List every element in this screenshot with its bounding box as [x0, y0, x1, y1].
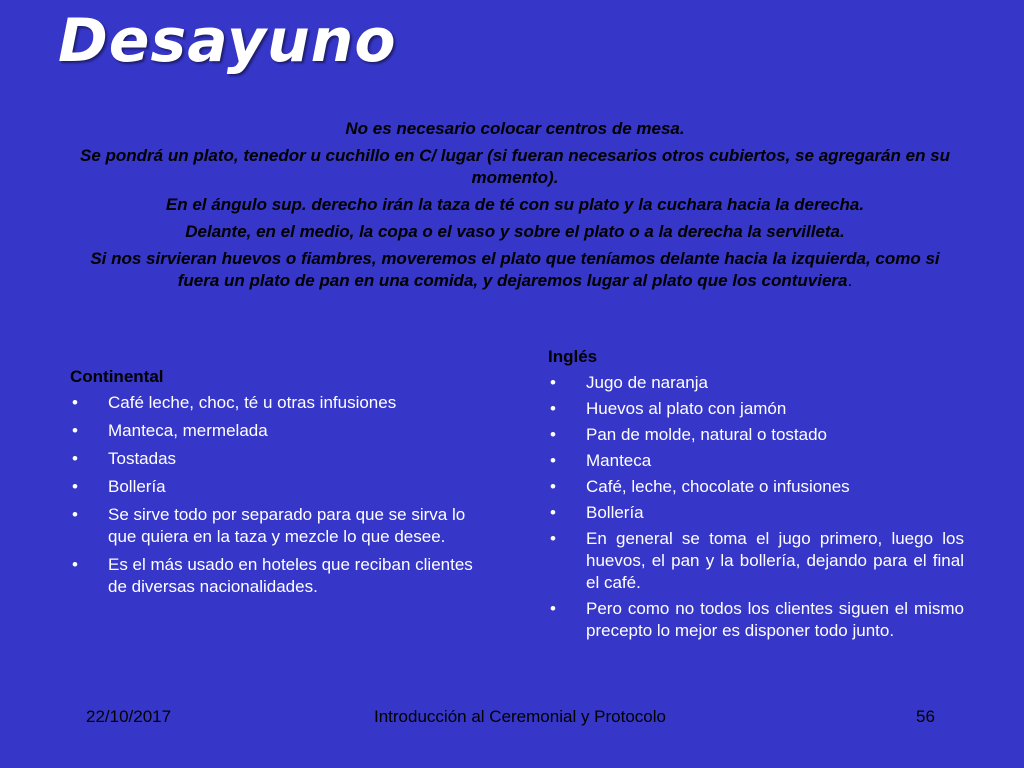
- list-item-text: Bollería: [586, 503, 644, 522]
- bullet-icon: •: [550, 373, 556, 392]
- continental-column: [70, 366, 482, 604]
- list-item-text: Tostadas: [108, 449, 177, 468]
- list-item: [548, 476, 964, 498]
- intro-line-1: No es necesario colocar centros de mesa.: [345, 119, 685, 138]
- list-item: [70, 476, 482, 498]
- list-item: [70, 448, 482, 470]
- ingles-column: [548, 346, 964, 646]
- list-item: [548, 398, 964, 420]
- list-item-text: Es el más usado en hoteles que reciban clientes de diversas nacionalidades.: [108, 555, 473, 596]
- intro-line-5-text: Si nos sirvieran huevos o fiambres, moveremos el plato que teníamos delante hacia la izquierda, como si fuera un plato de pan en una comida, y dejaremos lugar al plato que los contuviera: [90, 249, 940, 290]
- list-item-text: Se sirve todo por separado para que se sirva lo que quiera en la taza y mezcle lo que desee.: [108, 505, 466, 546]
- intro-line-3: En el ángulo sup. derecho irán la taza de té con su plato y la cuchara hacia la derecha.: [165, 195, 865, 214]
- intro-line-2: Se pondrá un plato, tenedor u cuchillo en C/ lugar (si fueran necesarios otros cubiertos, se agregarán en su momento).: [79, 146, 951, 187]
- list-item: [548, 528, 964, 594]
- ingles-list: [548, 372, 964, 642]
- intro-line-5-period: .: [847, 271, 853, 290]
- continental-list: [70, 392, 482, 598]
- list-item: [548, 450, 964, 472]
- list-item: [548, 502, 964, 524]
- bullet-icon: •: [550, 503, 556, 522]
- list-item: [70, 554, 482, 598]
- bullet-icon: •: [550, 399, 556, 418]
- bullet-icon: •: [550, 529, 556, 548]
- footer-course-title: Introducción al Ceremonial y Protocolo: [374, 707, 666, 726]
- list-item-text: Manteca: [586, 451, 652, 470]
- list-item-text: Huevos al plato con jamón: [586, 399, 787, 418]
- list-item-text: Café, leche, chocolate o infusiones: [586, 477, 850, 496]
- ingles-heading: Inglés: [548, 347, 598, 366]
- intro-line-5: [70, 248, 960, 292]
- slide-title: Desayuno: [58, 6, 397, 76]
- list-item-text: Bollería: [108, 477, 166, 496]
- list-item-text: Pero como no todos los clientes siguen el mismo precepto lo mejor es disponer todo junto.: [586, 599, 964, 640]
- bullet-icon: •: [550, 425, 556, 444]
- list-item: [548, 372, 964, 394]
- list-item-text: En general se toma el jugo primero, luego los huevos, el pan y la bollería, dejando para el final el café.: [586, 529, 964, 592]
- bullet-icon: •: [72, 449, 78, 468]
- list-item-text: Manteca, mermelada: [108, 421, 268, 440]
- bullet-icon: •: [72, 393, 78, 412]
- list-item: [70, 392, 482, 414]
- list-item-text: Jugo de naranja: [586, 373, 708, 392]
- list-item: [70, 420, 482, 442]
- list-item: [548, 598, 964, 642]
- footer-page-number: 56: [916, 707, 935, 726]
- bullet-icon: •: [72, 477, 78, 496]
- list-item: [70, 504, 482, 548]
- bullet-icon: •: [72, 421, 78, 440]
- bullet-icon: •: [550, 599, 556, 618]
- bullet-icon: •: [550, 477, 556, 496]
- bullet-icon: •: [72, 555, 78, 574]
- footer-date: 22/10/2017: [86, 707, 172, 726]
- bullet-icon: •: [72, 505, 78, 524]
- list-item-text: Café leche, choc, té u otras infusiones: [108, 393, 397, 412]
- intro-block: [70, 118, 960, 297]
- continental-heading: Continental: [70, 367, 164, 386]
- intro-line-4: Delante, en el medio, la copa o el vaso y sobre el plato o a la derecha la servilleta.: [185, 222, 845, 241]
- list-item-text: Pan de molde, natural o tostado: [586, 425, 827, 444]
- bullet-icon: •: [550, 451, 556, 470]
- list-item: [548, 424, 964, 446]
